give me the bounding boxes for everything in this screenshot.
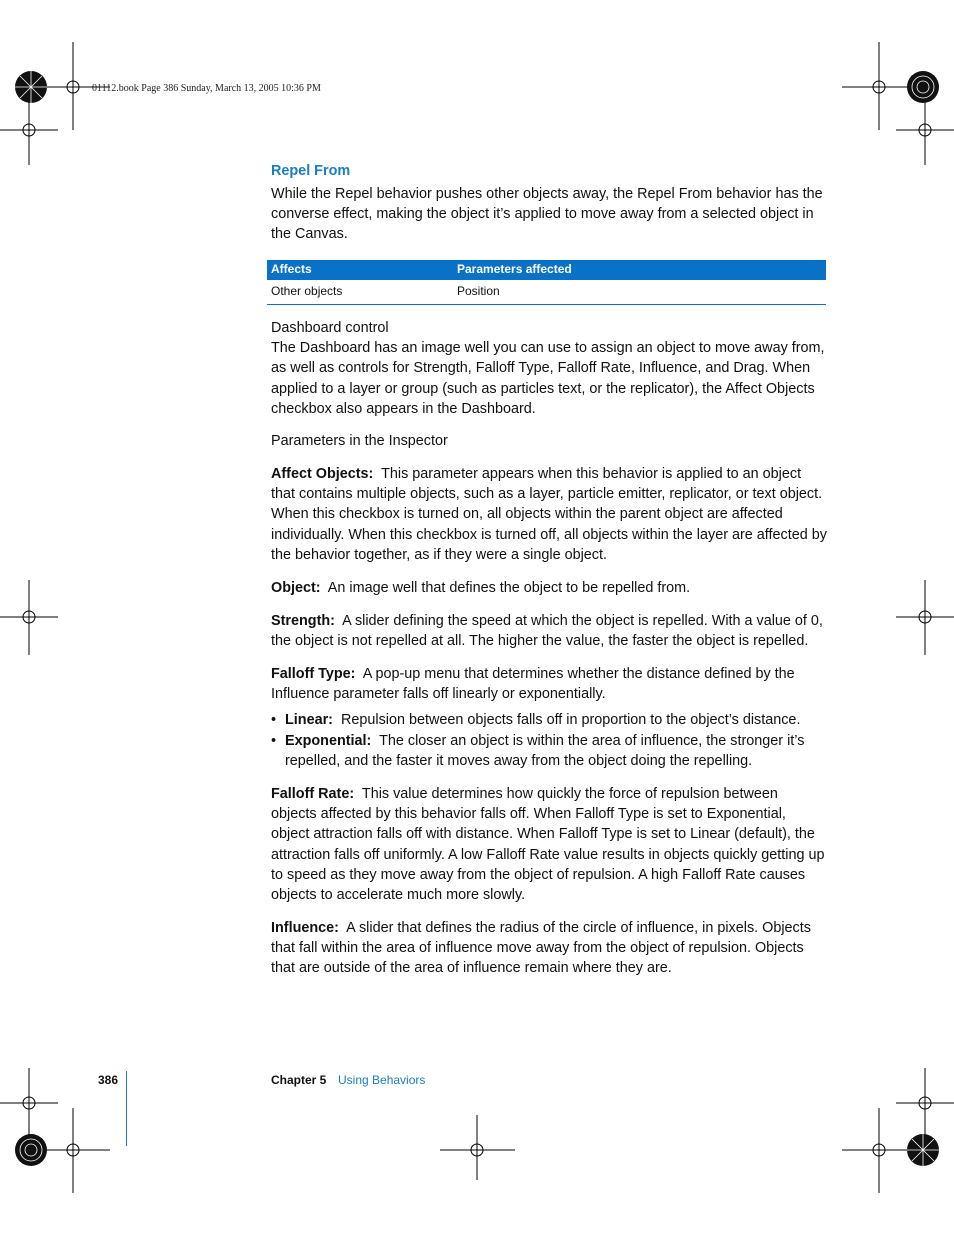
dashboard-heading: Dashboard control xyxy=(271,320,389,336)
bullet-text: Repulsion between objects falls off in proportion to the object’s distance. xyxy=(340,712,801,728)
bullet-text: The closer an object is within the area of influence, the stronger it’s repelled, and the faster it moves away from the object doing the repelling. xyxy=(285,733,805,770)
param-strength xyxy=(271,611,827,651)
param-falloff-type xyxy=(271,664,827,704)
param-falloff-rate xyxy=(271,784,827,905)
table-row xyxy=(267,280,826,305)
table-header xyxy=(267,260,826,280)
param-text: This value determines how quickly the force of repulsion between objects affected by this behavior falls off. When Falloff Type is set to Exponential, object attraction falls off with distance. When Falloff Type is set to Linear (default), the attraction falls off uniformly. A low Falloff Rate value results in objects quickly getting up to speed as they move away from the object of repulsion. A high Falloff Rate causes objects to accelerate much more slowly. xyxy=(271,786,825,904)
param-text: An image well that defines the object to be repelled from. xyxy=(327,580,691,596)
dashboard-body: The Dashboard has an image well you can use to assign an object to move away from, as well as controls for Strength, Falloff Type, Falloff Rate, Influence, and Drag. When applied to a layer or group (such as particles text, or the replicator), the Affect Objects checkbox also appears in the Dashboard. xyxy=(271,340,825,417)
param-term: Influence: xyxy=(271,920,339,936)
bullet-term: Exponential: xyxy=(285,733,372,750)
intro-paragraph xyxy=(271,184,827,245)
param-affect-objects xyxy=(271,464,827,565)
footer-divider xyxy=(126,1071,127,1146)
param-term: Falloff Type: xyxy=(271,666,356,682)
footer-chapter: Chapter 5 xyxy=(271,1073,327,1087)
table-header-parameters: Parameters affected xyxy=(457,262,572,276)
table-cell: Position xyxy=(457,284,500,298)
param-text: A pop-up menu that determines whether the distance defined by the Influence parameter falls off linearly or exponentially. xyxy=(271,666,795,703)
param-object xyxy=(271,578,827,598)
param-text: A slider defining the speed at which the object is repelled. With a value of 0, the object is not repelled at all. The higher the value, the faster the object is repelled. xyxy=(271,613,823,650)
inspector-heading: Parameters in the Inspector xyxy=(271,433,448,449)
footer-chapter-title: Using Behaviors xyxy=(338,1073,426,1087)
param-term: Strength: xyxy=(271,613,335,629)
table-header-affects: Affects xyxy=(271,262,312,276)
param-influence xyxy=(271,918,827,979)
falloff-type-bullets xyxy=(271,710,827,772)
section-title: Repel From xyxy=(271,163,351,179)
list-item: • Exponential: The closer an object is within the area of influence, the stronger it’s repelled, and the faster it moves away from the object doing the repelling. xyxy=(271,733,805,770)
dashboard-section xyxy=(271,318,827,419)
affects-table xyxy=(267,260,826,305)
print-slug: 01112.book Page 386 Sunday, March 13, 2005 10:36 PM xyxy=(92,83,321,94)
param-text: A slider that defines the radius of the circle of influence, in pixels. Objects that fall within the area of influence move away from the object of repulsion. Objects that are outside of the area of influence remain where they are. xyxy=(271,920,811,977)
param-term: Object: xyxy=(271,580,321,596)
page-number: 386 xyxy=(98,1073,119,1087)
bullet-term: Linear: xyxy=(285,712,333,728)
intro-text: While the Repel behavior pushes other objects away, the Repel From behavior has the converse effect, making the object it’s applied to move away from a selected object in the Canvas. xyxy=(271,186,823,243)
table-cell: Other objects xyxy=(271,284,343,298)
param-term: Affect Objects: xyxy=(271,466,374,482)
param-text: This parameter appears when this behavior is applied to an object that contains multiple objects, such as a layer, particle emitter, replicator, or text object. When this checkbox is turned on, all objects within the parent object are affected individually. When this checkbox is turned off, all objects within the layer are affected by the behavior together, as if they were a single object. xyxy=(271,466,827,563)
param-term: Falloff Rate: xyxy=(271,786,355,802)
list-item: • Linear: Repulsion between objects falls off in proportion to the object’s distance. xyxy=(271,712,801,728)
